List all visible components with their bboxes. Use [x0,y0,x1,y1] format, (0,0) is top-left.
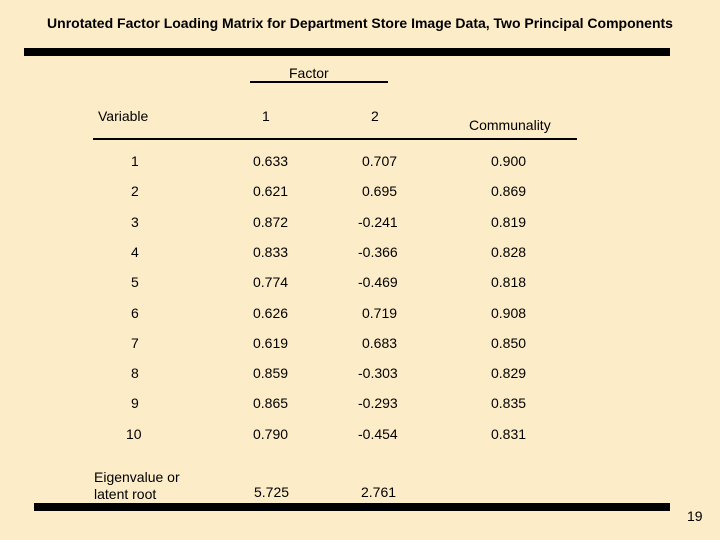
header-rule [93,138,577,140]
communality-cell: 0.828 [491,244,527,260]
variable-cell: 3 [131,214,139,230]
variable-cell: 1 [131,153,139,169]
eigenvalue-label [94,469,180,503]
factor-underline [250,81,388,83]
variable-cell: 7 [131,335,139,351]
communality-cell: 0.869 [491,183,527,199]
factor2-loading-cell: -0.293 [358,395,398,411]
communality-cell: 0.900 [491,153,527,169]
variable-header: Variable [98,108,149,124]
factor1-loading-cell: 0.633 [253,153,289,169]
factor1-loading-cell: 0.790 [253,426,289,442]
factor1-loading-cell: 0.872 [253,214,289,230]
factor1-loading-cell: 0.621 [253,183,289,199]
eigenvalue-label-line1: Eigenvalue or [94,469,180,485]
factor1-loading-cell: 0.859 [253,365,289,381]
factor2-loading-cell: 0.683 [362,335,398,351]
page-title: Unrotated Factor Loading Matrix for Department Store Image Data, Two Principal Components [47,15,673,31]
communality-cell: 0.818 [491,274,527,290]
factor2-loading-cell: -0.366 [358,244,398,260]
communality-cell: 0.829 [491,365,527,381]
factor1-loading-cell: 0.774 [253,274,289,290]
communality-cell: 0.835 [491,395,527,411]
communality-cell: 0.908 [491,305,527,321]
factor-header: Factor [289,65,329,81]
communality-header: Communality [469,117,551,133]
variable-cell: 6 [131,305,139,321]
slide-number: 19 [687,508,703,524]
factor2-loading-cell: -0.241 [358,214,398,230]
variable-cell: 4 [131,244,139,260]
variable-cell: 2 [131,183,139,199]
top-rule [24,48,670,56]
variable-cell: 9 [131,395,139,411]
factor2-loading-cell: -0.469 [358,274,398,290]
factor2-loading-cell: -0.303 [358,365,398,381]
factor1-loading-cell: 0.619 [253,335,289,351]
factor1-header: 1 [262,108,270,124]
communality-cell: 0.819 [491,214,527,230]
factor1-loading-cell: 0.833 [253,244,289,260]
variable-cell: 10 [126,426,142,442]
bottom-rule [34,503,670,511]
factor2-loading-cell: -0.454 [358,426,398,442]
eigenvalue-factor1: 5.725 [254,484,290,500]
variable-cell: 8 [131,365,139,381]
eigenvalue-factor2: 2.761 [361,484,397,500]
variable-cell: 5 [131,274,139,290]
factor2-loading-cell: 0.695 [362,183,398,199]
eigenvalue-label-line2: latent root [94,486,157,502]
factor1-loading-cell: 0.865 [253,395,289,411]
factor1-loading-cell: 0.626 [253,305,289,321]
communality-cell: 0.850 [491,335,527,351]
communality-cell: 0.831 [491,426,527,442]
factor2-loading-cell: 0.707 [362,153,398,169]
factor2-loading-cell: 0.719 [362,305,398,321]
factor2-header: 2 [371,108,379,124]
